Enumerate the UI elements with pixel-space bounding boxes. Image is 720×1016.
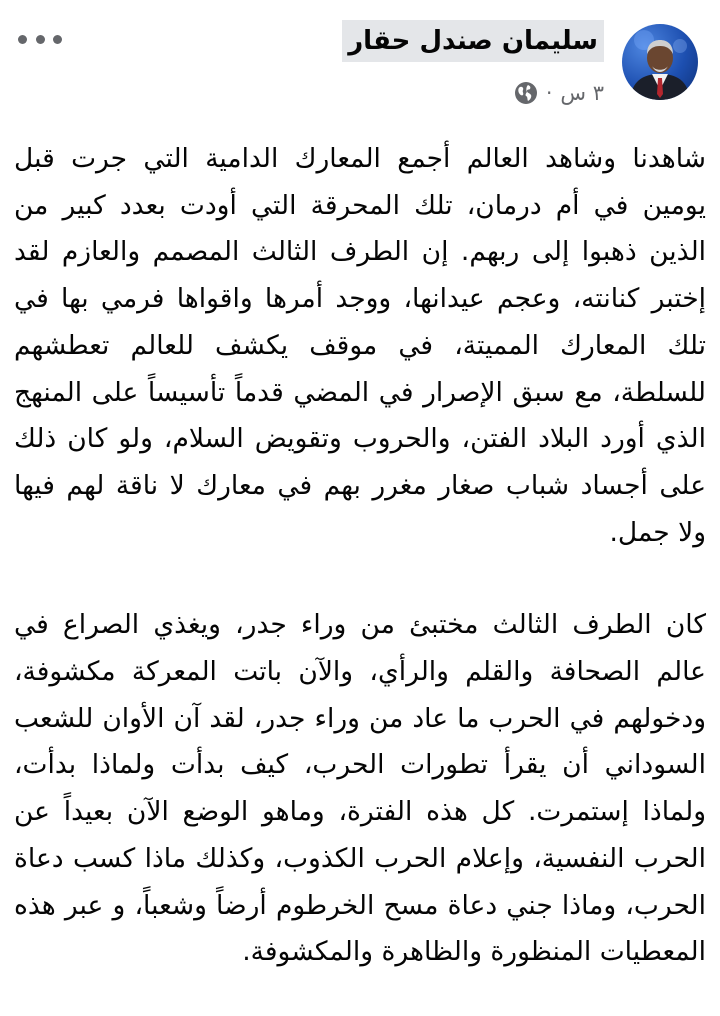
meta-separator: ·	[546, 81, 553, 105]
author-name[interactable]: سليمان صندل حقار	[342, 20, 604, 62]
more-dot	[36, 35, 45, 44]
more-options-icon[interactable]	[18, 24, 62, 54]
post-meta	[514, 78, 604, 108]
post-body	[14, 136, 706, 976]
author-avatar[interactable]	[622, 24, 698, 100]
post-header	[0, 0, 720, 120]
post-paragraph-2: كان الطرف الثالث مختبئ من وراء جدر، ويغذي الصراع في عالم الصحافة والقلم والرأي، والآن باتت المعركة مكشوفة، ودخولهم في الحرب ما عاد من وراء جدر، لقد آن الأوان للشعب السوداني أن يقرأ تطورات الحرب، كيف بدأت ولماذا بدأت، ولماذا إستمرت. كل هذه الفترة، وماهو الوضع الآن بعيداً عن الحرب النفسية، وإعلام الحرب الكذوب، وكذلك ماذا كسب دعاة الحرب، وماذا جني دعاة مسح الخرطوم أرضاً وشعباً، و عبر هذه المعطيات المنظورة والظاهرة والمكشوفة.	[14, 609, 706, 968]
post-paragraph-1: شاهدنا وشاهد العالم أجمع المعارك الدامية التي جرت قبل يومين في أم درمان، تلك المحرقة التي أودت بعدد كبير من الذين ذهبوا إلى ربهم. إن الطرف الثالث المصمم والعازم لقد إختبر كنانته، وعجم عيدانها، ووجد أمرها واقواها فرمي بها في تلك المعارك المميتة، في موقف يكشف للعالم تعطشهم للسلطة، مع سبق الإصرار في المضي قدماً تأسيساً على المنهج الذي أورد البلاد الفتن، والحروب وتقويض السلام، ولو كان ذلك على أجساد شباب صغار مغرر بهم في معارك لا ناقة لهم فيها ولا جمل.	[14, 143, 706, 548]
avatar-photo	[622, 24, 698, 100]
more-dot	[53, 35, 62, 44]
post-timestamp[interactable]: ٣ س	[560, 81, 604, 105]
globe-icon[interactable]	[514, 81, 538, 105]
more-dot	[18, 35, 27, 44]
